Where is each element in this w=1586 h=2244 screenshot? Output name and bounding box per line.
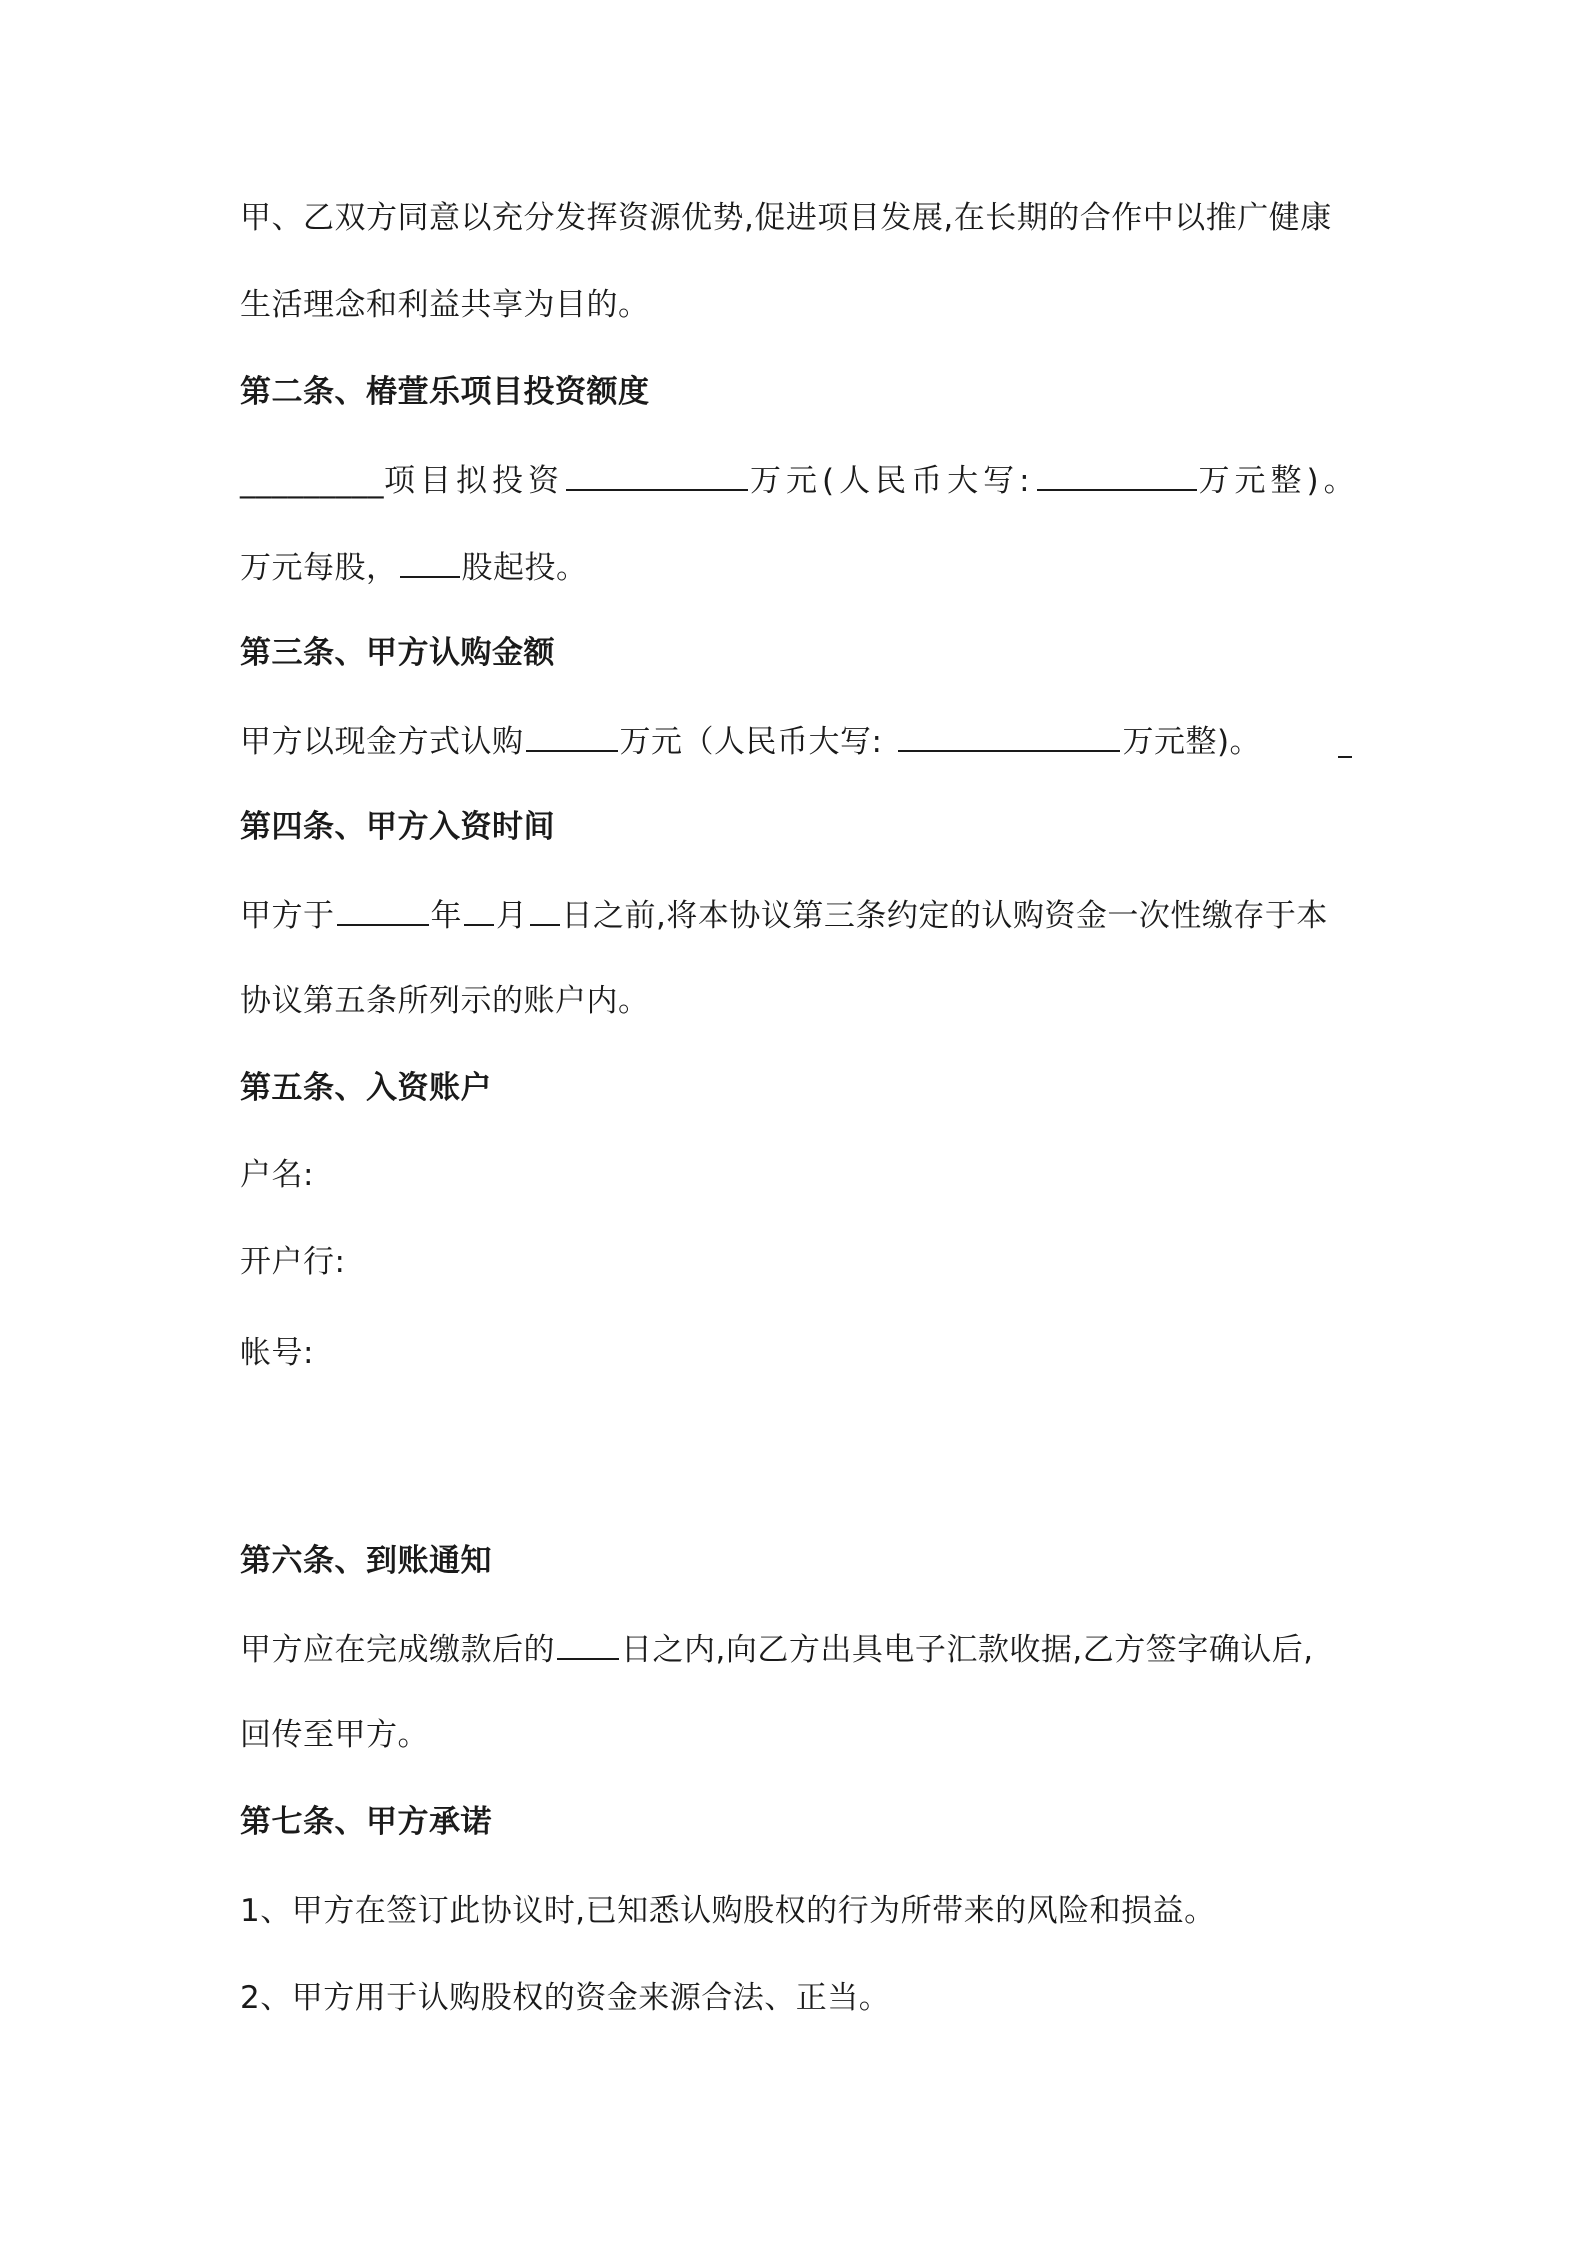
text-segment: 日之前,将本协议第三条约定的认购资金一次性缴存于本 [561,898,1328,934]
bank-label: 开户行: [240,1244,346,1280]
article-3-line-1 [240,718,1261,764]
article-4-line-1 [240,892,1328,938]
article-7-item-2: 2、甲方用于认购股权的资金来源合法、正当。 [240,1980,891,2016]
investment-amount-blank [566,457,748,491]
days-blank [557,1626,619,1660]
day-blank [530,892,560,926]
subscription-amount-blank [526,718,618,752]
year-blank [337,892,429,926]
text-segment: 甲方于 [240,898,335,934]
article-4-line-2: 协议第五条所列示的账户内。 [240,983,650,1019]
trailing-underline-mark [1338,756,1352,758]
text-segment: 项目拟投资 [384,463,564,499]
article-3-heading: 第三条、甲方认购金额 [240,635,555,671]
article-6-line-2: 回传至甲方。 [240,1717,429,1753]
text-segment: 甲方应在完成缴款后的 [240,1632,555,1668]
text-segment: 万元每股， [240,550,398,586]
text-segment: 万元（人民币大写: [619,724,883,760]
text-segment: 日之内,向乙方出具电子汇款收据,乙方签字确认后, [621,1632,1314,1668]
article-5-heading: 第五条、入资账户 [240,1070,492,1106]
intro-line-2: 生活理念和利益共享为目的。 [240,287,650,323]
text-segment: 甲方以现金方式认购 [240,724,524,760]
article-6-heading: 第六条、到账通知 [240,1543,492,1579]
article-6-line-1 [240,1626,1314,1672]
text-segment: 股起投。 [461,550,588,586]
project-name-blank: _________ [240,463,384,499]
amount-in-words-blank [1037,457,1197,491]
article-2-line-1 [240,457,1360,503]
article-4-heading: 第四条、甲方入资时间 [240,809,555,845]
article-2-heading: 第二条、椿萱乐项目投资额度 [240,374,650,410]
article-7-heading: 第七条、甲方承诺 [240,1804,492,1840]
month-blank [464,892,494,926]
text-segment: 万元整)。 [1198,463,1360,499]
text-segment: 年 [430,898,462,934]
article-2-line-2 [240,544,588,590]
intro-line-1: 甲、乙双方同意以充分发挥资源优势,促进项目发展,在长期的合作中以推广健康 [240,200,1332,236]
article-7-item-1: 1、甲方在签订此协议时,已知悉认购股权的行为所带来的风险和损益。 [240,1893,1216,1929]
subscription-in-words-blank [898,718,1120,752]
account-name-label: 户名: [240,1157,314,1193]
text-segment: 万元(人民币大写: [750,463,1035,499]
account-number-label: 帐号: [240,1335,314,1371]
text-segment: 月 [496,898,528,934]
min-shares-blank [400,544,460,578]
text-segment: 万元整)。 [1122,724,1262,760]
